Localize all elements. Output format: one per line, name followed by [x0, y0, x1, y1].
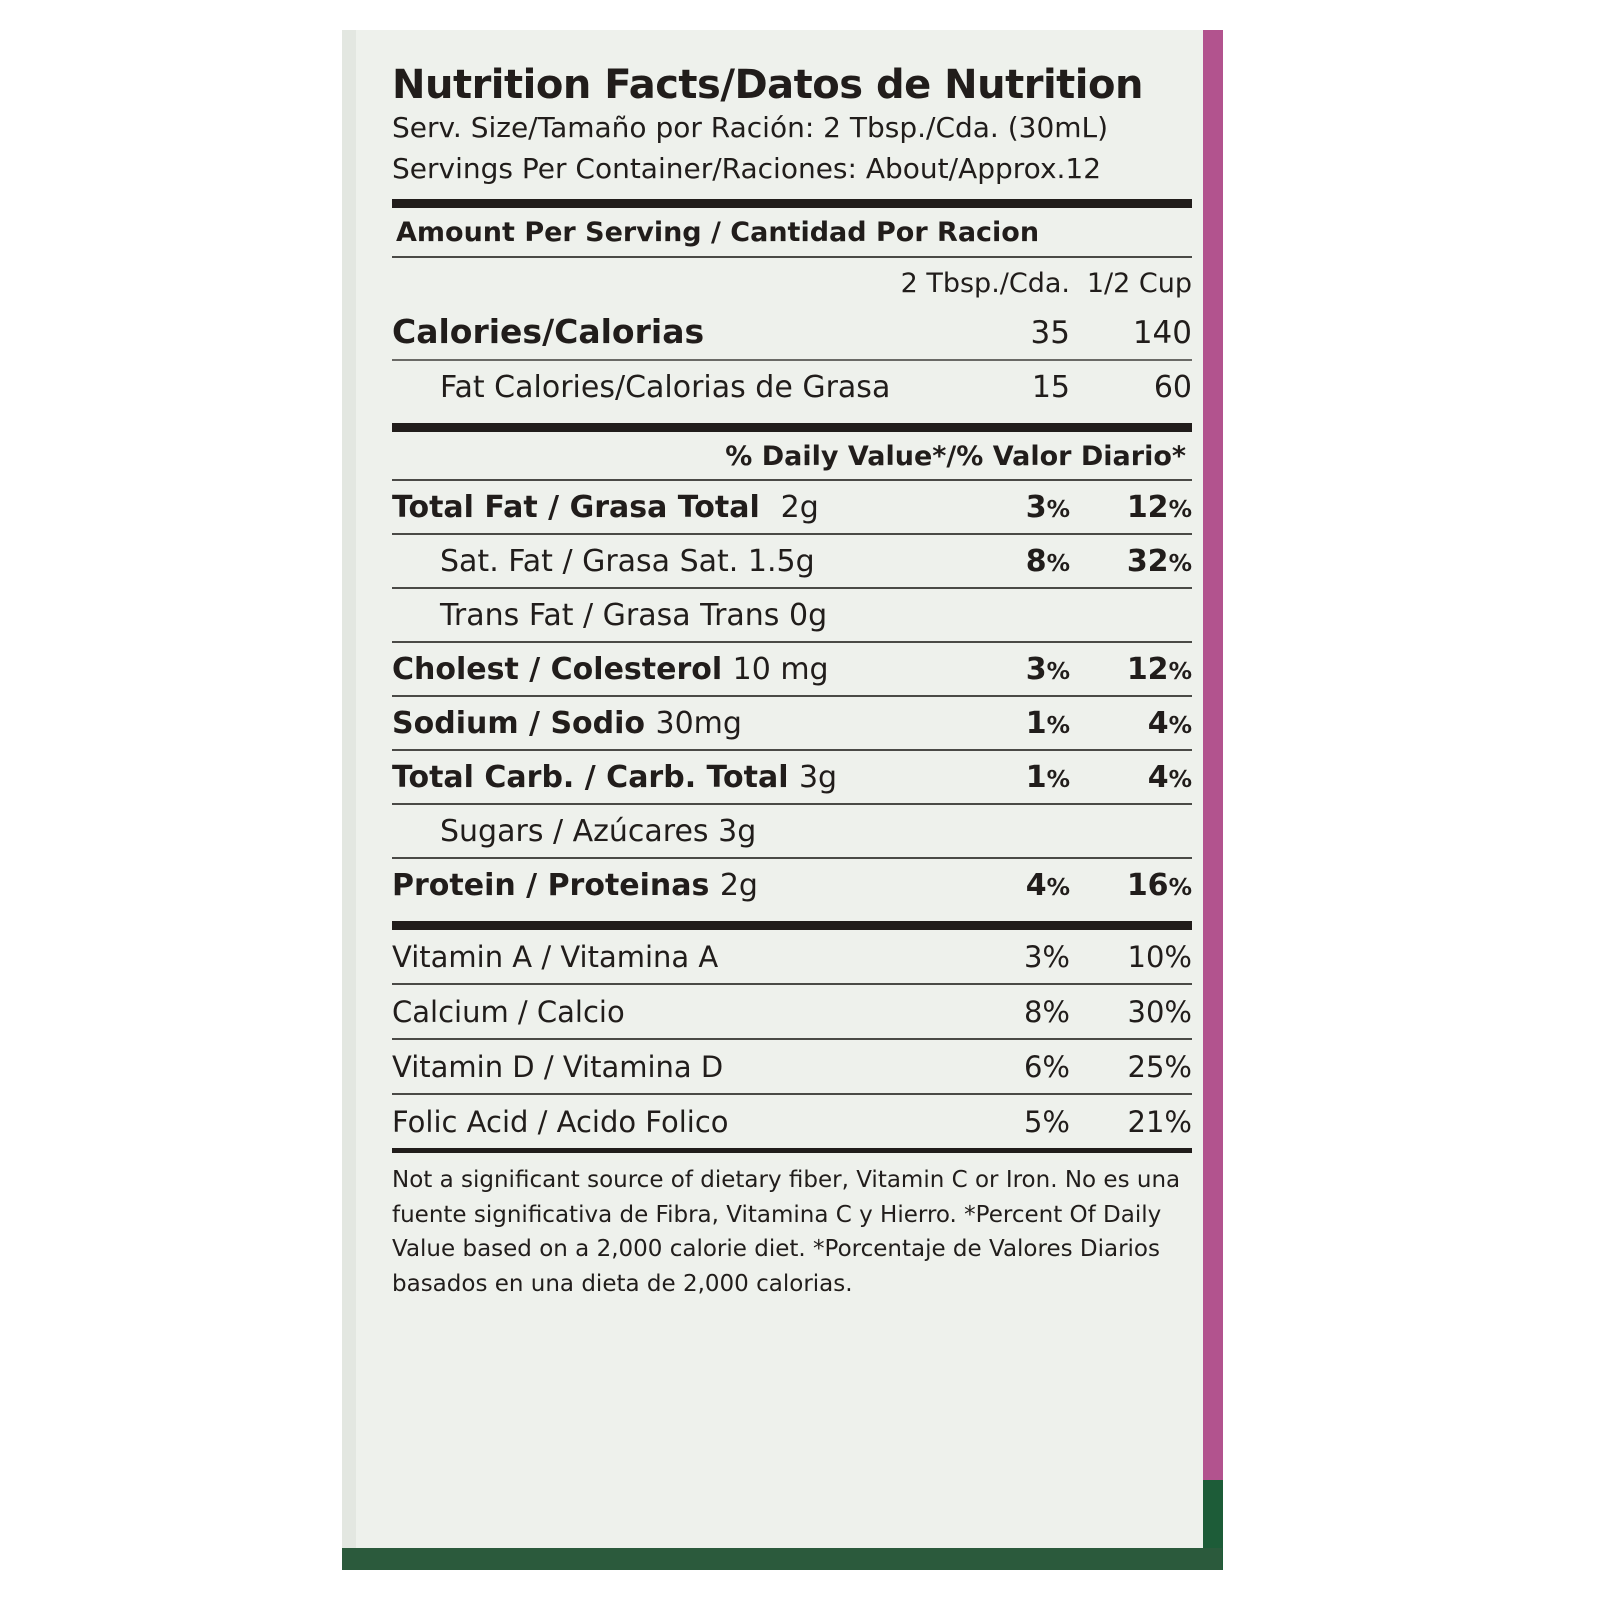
- nutrient-amount: 30mg: [655, 706, 742, 742]
- vitamin-dv-col1: 3%: [1023, 940, 1070, 975]
- nutrient-amount: 3g: [798, 760, 838, 796]
- nutrient-dv-col1: 4: [1025, 868, 1047, 904]
- nutrient-dv-col1: 8: [1025, 544, 1047, 580]
- vitamin-dv-col2: 30%: [1127, 995, 1192, 1030]
- vitamin-label: Vitamin D / Vitamina D: [392, 1050, 724, 1085]
- nutrient-amount: 2g: [719, 868, 758, 904]
- nutrient-label: Total Fat / Grasa Total: [392, 490, 760, 526]
- list-item: [392, 1095, 1192, 1148]
- calories-label: Calories/Calorias: [392, 312, 705, 352]
- nutrient-label: Sat. Fat / Grasa Sat.: [440, 544, 739, 580]
- calories-value-col1: 35: [1030, 315, 1070, 352]
- fat-calories-value-col2: 60: [1153, 370, 1192, 406]
- nutrient-label: Sugars / Azúcares: [440, 814, 709, 850]
- nutrient-amount: 0g: [788, 598, 828, 634]
- percent-sign: %: [1168, 495, 1192, 524]
- table-row: [392, 481, 1192, 533]
- table-row: [392, 643, 1192, 695]
- daily-value-header: % Daily Value*/% Valor Diario*: [725, 441, 1186, 473]
- table-row: [392, 697, 1192, 749]
- vitamin-dv-col2: 10%: [1127, 940, 1192, 975]
- servings-per-container-line: Servings Per Container/Raciones: About/Approx.12: [392, 151, 1102, 185]
- nutrient-dv-col1: 1: [1025, 706, 1047, 742]
- list-item: [392, 985, 1192, 1038]
- nutrient-dv-col2: 32: [1126, 544, 1169, 580]
- nutrient-dv-col2: 16: [1126, 868, 1169, 904]
- nutrient-rows: [392, 481, 1192, 911]
- nutrient-label: Total Carb. / Carb. Total: [392, 760, 789, 796]
- nutrient-amount: 1.5g: [747, 544, 815, 580]
- vitamin-dv-col1: 8%: [1023, 995, 1070, 1030]
- package-edge-pink-stripe: [1203, 30, 1223, 1480]
- nutrient-dv-col1: 3: [1025, 490, 1047, 526]
- nutrient-label: Trans Fat / Grasa Trans: [440, 598, 780, 634]
- table-row: [392, 751, 1192, 803]
- percent-sign: %: [1168, 873, 1192, 902]
- nutrition-facts-panel: [392, 62, 1192, 1301]
- footnote-text: Not a significant source of dietary fiber, Vitamin C or Iron. No es una fuente significativa de Fibra, Vitamina C y Hierro. *Percent Of Daily Value based on a 2,000 calorie diet. *Porcentaje de Valores Diarios basados en una dieta de 2,000 calorias.: [392, 1167, 1181, 1297]
- nutrient-amount: 3g: [718, 814, 757, 850]
- column-header-serving-2: 1/2 Cup: [1086, 268, 1192, 300]
- package-bottom-green-band: [342, 1548, 1222, 1570]
- divider-thick-top: [392, 199, 1192, 208]
- vitamin-label: Calcium / Calcio: [392, 995, 625, 1030]
- vitamin-dv-col1: 5%: [1023, 1105, 1070, 1140]
- table-row: [392, 589, 1192, 641]
- nutrient-amount: 2g: [780, 490, 819, 526]
- column-headers-row: [392, 258, 1192, 303]
- percent-sign: %: [1168, 549, 1192, 578]
- percent-sign: %: [1046, 549, 1070, 578]
- table-row: [392, 805, 1192, 857]
- percent-sign: %: [1046, 873, 1070, 902]
- percent-sign: %: [1168, 711, 1192, 740]
- calories-value-col2: 140: [1132, 315, 1192, 352]
- nutrient-amount: 10 mg: [732, 652, 829, 688]
- vitamin-rows: [392, 930, 1192, 1148]
- nutrient-label: Protein / Proteinas: [392, 868, 710, 904]
- nutrient-dv-col2: 12: [1126, 490, 1169, 526]
- vitamin-label: Folic Acid / Acido Folico: [392, 1105, 729, 1140]
- nutrient-dv-col1: 1: [1025, 760, 1047, 796]
- vitamin-dv-col2: 21%: [1127, 1105, 1192, 1140]
- divider-thick-daily-value: [392, 423, 1192, 432]
- table-row: [392, 535, 1192, 587]
- nutrient-dv-col2: 12: [1126, 652, 1169, 688]
- list-item: [392, 1040, 1192, 1093]
- percent-sign: %: [1046, 711, 1070, 740]
- table-row: [392, 859, 1192, 911]
- nutrient-dv-col1: 3: [1025, 652, 1047, 688]
- percent-sign: %: [1168, 657, 1192, 686]
- percent-sign: %: [1046, 495, 1070, 524]
- calories-row: [392, 303, 1192, 359]
- nutrient-dv-col2: 4: [1147, 760, 1169, 796]
- fat-calories-row: [392, 361, 1192, 413]
- serving-size-line: Serv. Size/Tamaño por Ración: 2 Tbsp./Cda. (30mL): [392, 111, 1109, 144]
- nutrient-label: Sodium / Sodio: [392, 706, 646, 742]
- amount-per-serving-heading: Amount Per Serving / Cantidad Por Racion: [396, 217, 1040, 249]
- fat-calories-label: Fat Calories/Calorias de Grasa: [440, 370, 891, 406]
- column-header-serving-1: 2 Tbsp./Cda.: [900, 268, 1070, 300]
- percent-sign: %: [1168, 765, 1192, 794]
- nutrition-facts-title: Nutrition Facts/Datos de Nutrition: [392, 62, 1143, 108]
- divider-thick-vitamins: [392, 921, 1192, 930]
- vitamin-label: Vitamin A / Vitamina A: [392, 940, 719, 975]
- nutrient-label: Cholest / Colesterol: [392, 652, 723, 688]
- percent-sign: %: [1046, 765, 1070, 794]
- percent-sign: %: [1046, 657, 1070, 686]
- list-item: [392, 930, 1192, 983]
- nutrient-dv-col2: 4: [1147, 706, 1169, 742]
- vitamin-dv-col1: 6%: [1023, 1050, 1070, 1085]
- label-left-edge-shading: [342, 30, 356, 1570]
- fat-calories-value-col1: 15: [1031, 370, 1070, 406]
- vitamin-dv-col2: 25%: [1127, 1050, 1192, 1085]
